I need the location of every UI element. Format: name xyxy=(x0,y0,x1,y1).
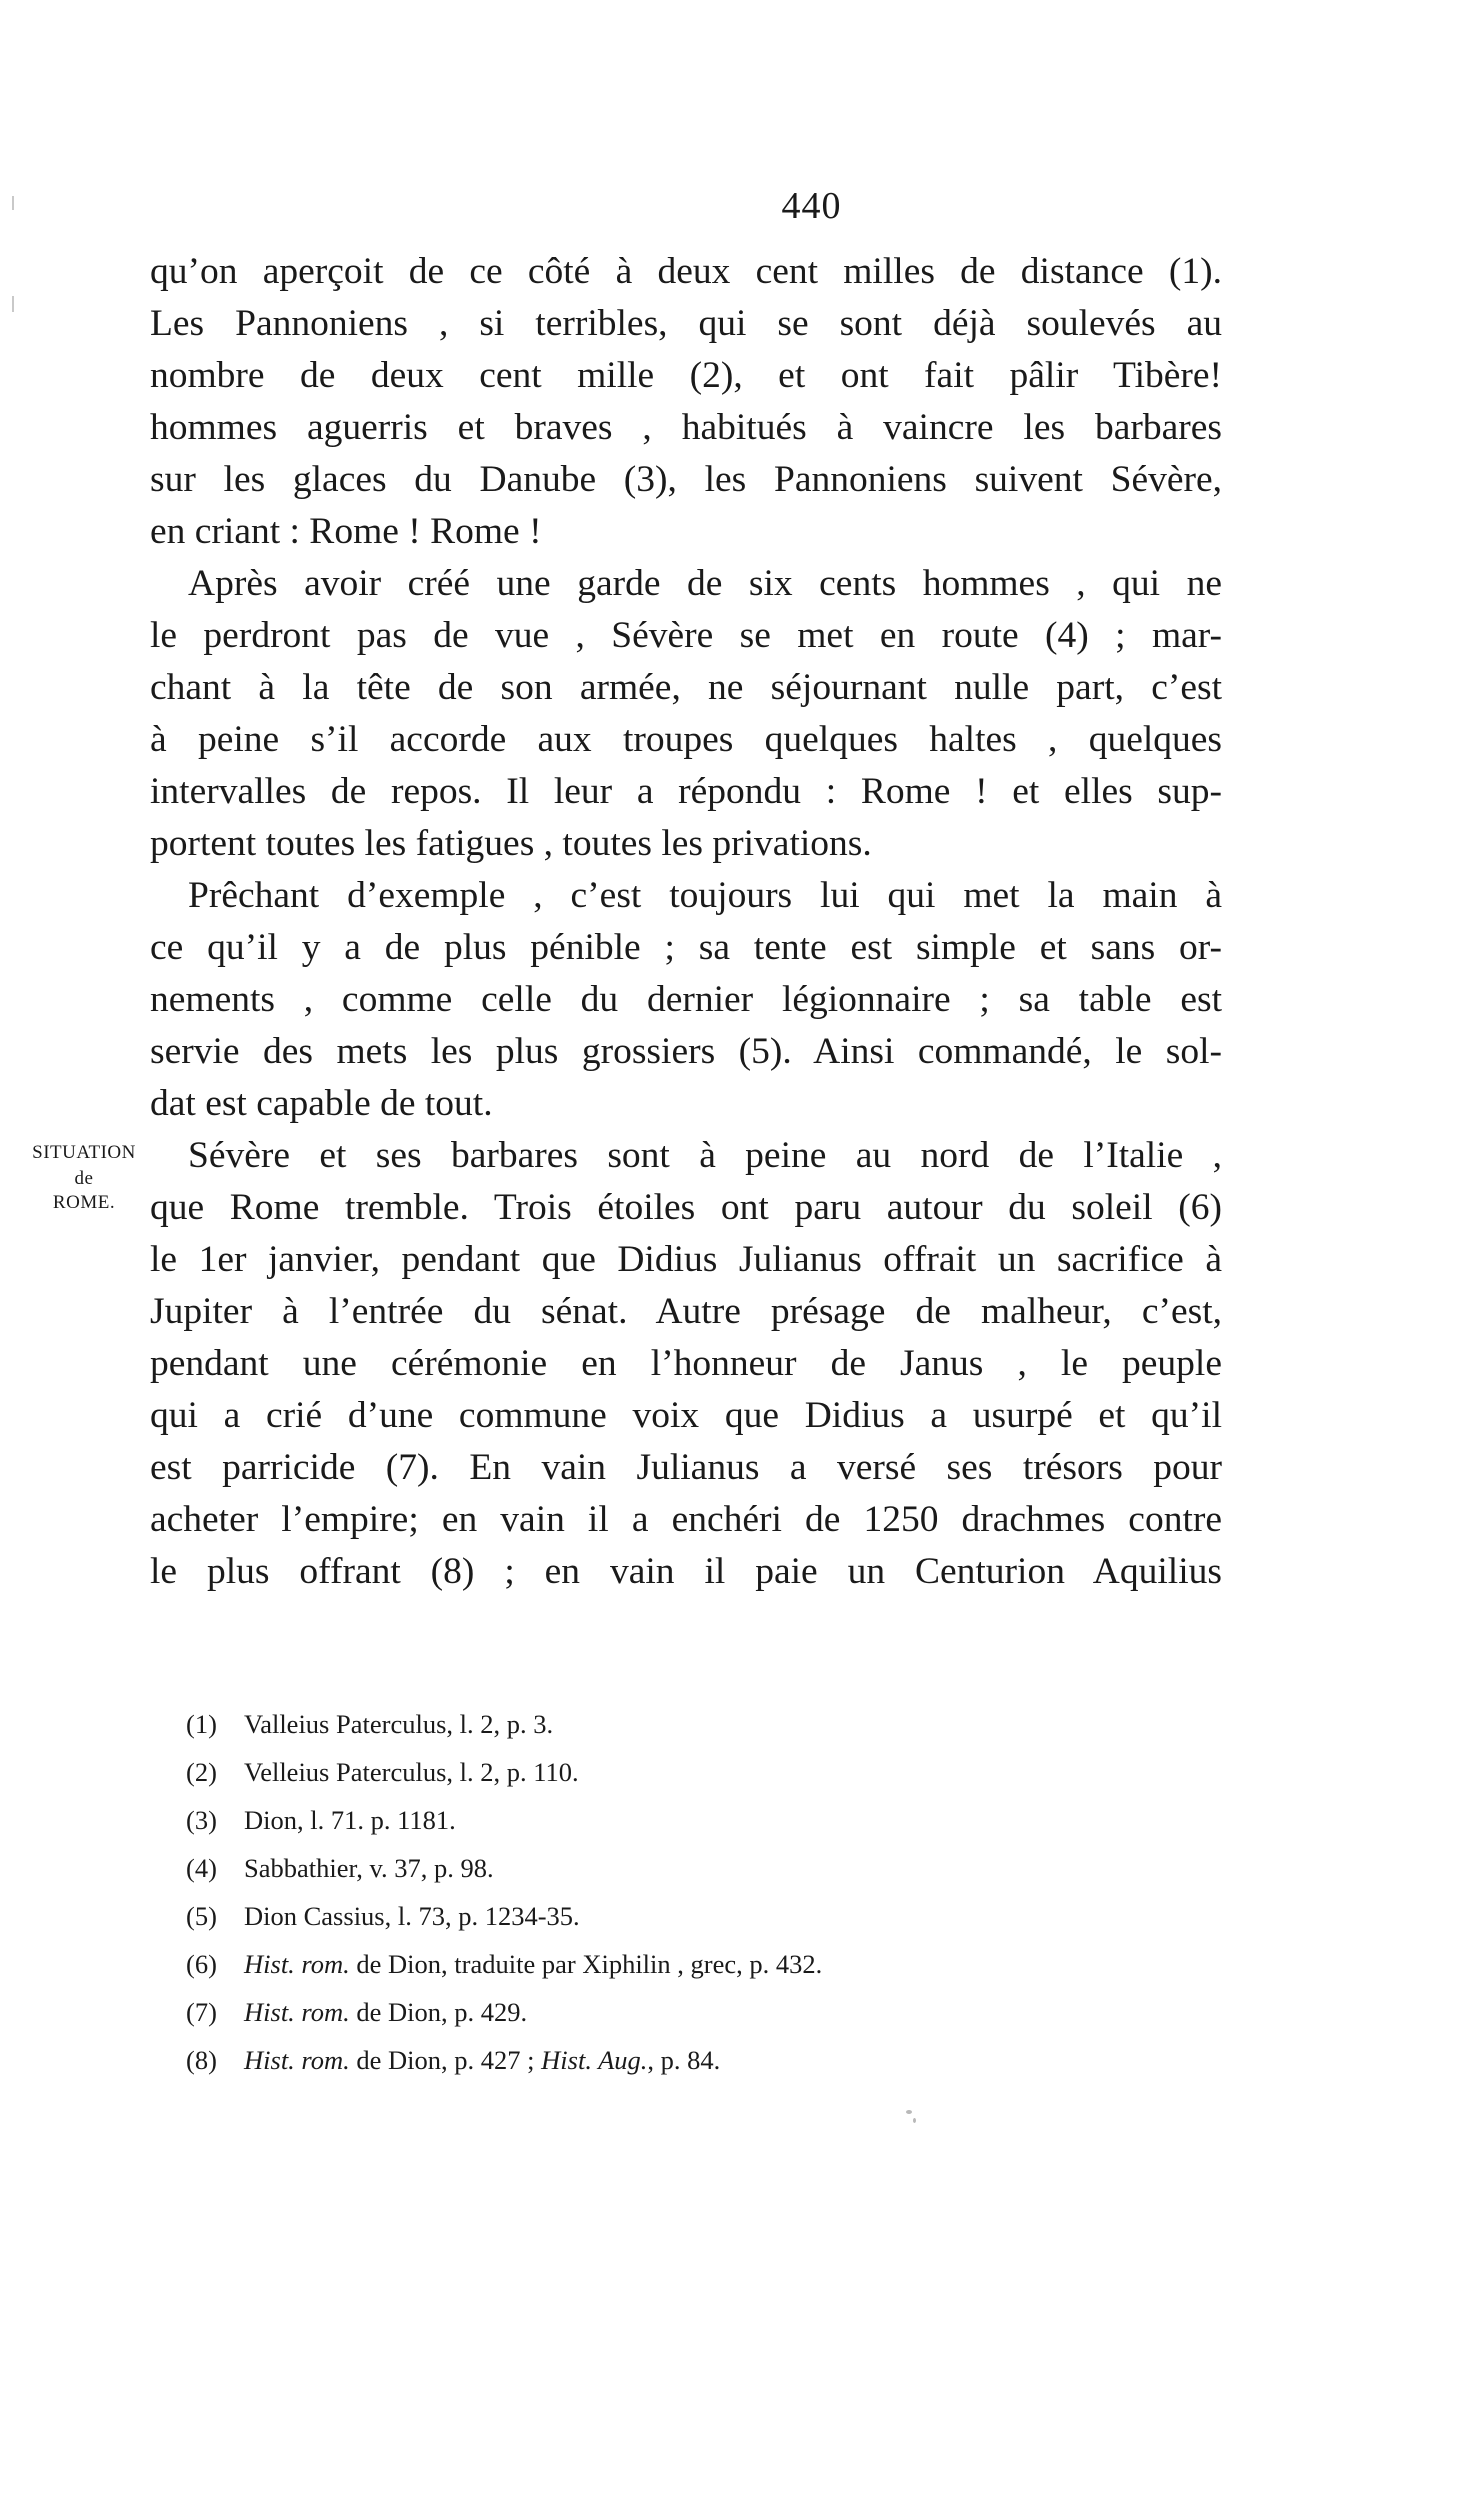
footnote xyxy=(186,1700,1086,1748)
text-line: qui a crié d’une commune voix que Didius a usurpé et qu’il xyxy=(150,1395,1222,1436)
ink-speck xyxy=(906,2110,912,2114)
scan-edge-mark xyxy=(12,296,14,312)
footnote-text: Valleius Paterculus, l. 2, p. 3. xyxy=(244,1709,554,1739)
text-line: nombre de deux cent mille (2), et ont fait pâlir Tibère! xyxy=(150,355,1222,396)
footnote-text: , p. 84. xyxy=(647,2045,721,2075)
text-line: nements , comme celle du dernier légionnaire ; sa table est xyxy=(150,979,1222,1020)
footnotes xyxy=(186,1700,1086,2084)
footnote-text: Sabbathier, v. 37, p. 98. xyxy=(244,1853,494,1883)
text-line: acheter l’empire; en vain il a enchéri de 1250 drachmes contre xyxy=(150,1499,1222,1540)
text-line: le plus offrant (8) ; en vain il paie un Centurion Aquilius xyxy=(150,1551,1222,1592)
text-line: portent toutes les fatigues , toutes les privations. xyxy=(150,823,872,864)
footnote-number: (6) xyxy=(186,1949,217,1979)
footnote-number: (7) xyxy=(186,1997,217,2027)
footnote xyxy=(186,1796,1086,1844)
text-line: Jupiter à l’entrée du sénat. Autre présage de malheur, c’est, xyxy=(150,1291,1222,1332)
text-line: hommes aguerris et braves , habitués à vaincre les barbares xyxy=(150,407,1222,448)
body-text xyxy=(150,246,1222,1598)
page-number: 440 xyxy=(781,185,842,227)
footnote-number: (3) xyxy=(186,1805,217,1835)
footnote xyxy=(186,1988,1086,2036)
text-line: sur les glaces du Danube (3), les Pannoniens suivent Sévère, xyxy=(150,459,1222,500)
footnote-text: Dion Cassius, l. 73, p. 1234-35. xyxy=(244,1901,580,1931)
text-line: le 1er janvier, pendant que Didius Julianus offrait un sacrifice à xyxy=(150,1239,1222,1280)
footnote xyxy=(186,1892,1086,1940)
footnote-italic-title: Hist. rom. xyxy=(244,1997,350,2027)
footnote-number: (2) xyxy=(186,1757,217,1787)
text-line: ce qu’il y a de plus pénible ; sa tente est simple et sans or- xyxy=(150,927,1222,968)
text-line: Les Pannoniens , si terribles, qui se sont déjà soulevés au xyxy=(150,303,1222,344)
footnote xyxy=(186,1748,1086,1796)
footnote-text: Velleius Paterculus, l. 2, p. 110. xyxy=(244,1757,579,1787)
text-line: pendant une cérémonie en l’honneur de Janus , le peuple xyxy=(150,1343,1222,1384)
footnote-number: (4) xyxy=(186,1853,217,1883)
footnote-number: (8) xyxy=(186,2045,217,2075)
text-line: chant à la tête de son armée, ne séjournant nulle part, c’est xyxy=(150,667,1222,708)
footnote xyxy=(186,1940,1086,1988)
text-line: que Rome tremble. Trois étoiles ont paru autour du soleil (6) xyxy=(150,1187,1222,1228)
margin-note xyxy=(18,1142,150,1214)
footnote xyxy=(186,2036,1086,2084)
footnote-text: Dion, l. 71. p. 1181. xyxy=(244,1805,456,1835)
footnote-italic-title: Hist. Aug. xyxy=(541,2045,648,2075)
text-line: en criant : Rome ! Rome ! xyxy=(150,511,542,552)
footnote-text: de Dion, traduite par Xiphilin , grec, p. 432. xyxy=(349,1949,823,1979)
ink-speck xyxy=(913,2118,916,2123)
footnote-number: (1) xyxy=(186,1709,217,1739)
text-line: Prêchant d’exemple , c’est toujours lui qui met la main à xyxy=(188,875,1222,916)
footnote-italic-title: Hist. rom. xyxy=(244,1949,350,1979)
text-line: qu’on aperçoit de ce côté à deux cent milles de distance (1). xyxy=(150,251,1222,292)
margin-note-line: de xyxy=(74,1168,94,1189)
text-line: le perdront pas de vue , Sévère se met en route (4) ; mar- xyxy=(150,615,1222,656)
text-line: Sévère et ses barbares sont à peine au nord de l’Italie , xyxy=(188,1135,1222,1176)
text-line: servie des mets les plus grossiers (5). Ainsi commandé, le sol- xyxy=(150,1031,1222,1072)
margin-note-line: SITUATION xyxy=(32,1142,136,1163)
footnote-text: de Dion, p. 429. xyxy=(349,1997,528,2027)
margin-note-line: ROME. xyxy=(52,1192,116,1213)
text-line: est parricide (7). En vain Julianus a versé ses trésors pour xyxy=(150,1447,1222,1488)
footnote-text: de Dion, p. 427 ; xyxy=(349,2045,542,2075)
text-line: à peine s’il accorde aux troupes quelques haltes , quelques xyxy=(150,719,1222,760)
text-line: intervalles de repos. Il leur a répondu : Rome ! et elles sup- xyxy=(150,771,1222,812)
footnote xyxy=(186,1844,1086,1892)
footnote-number: (5) xyxy=(186,1901,217,1931)
text-line: Après avoir créé une garde de six cents hommes , qui ne xyxy=(188,563,1222,604)
text-line: dat est capable de tout. xyxy=(150,1083,493,1124)
footnote-italic-title: Hist. rom. xyxy=(244,2045,350,2075)
